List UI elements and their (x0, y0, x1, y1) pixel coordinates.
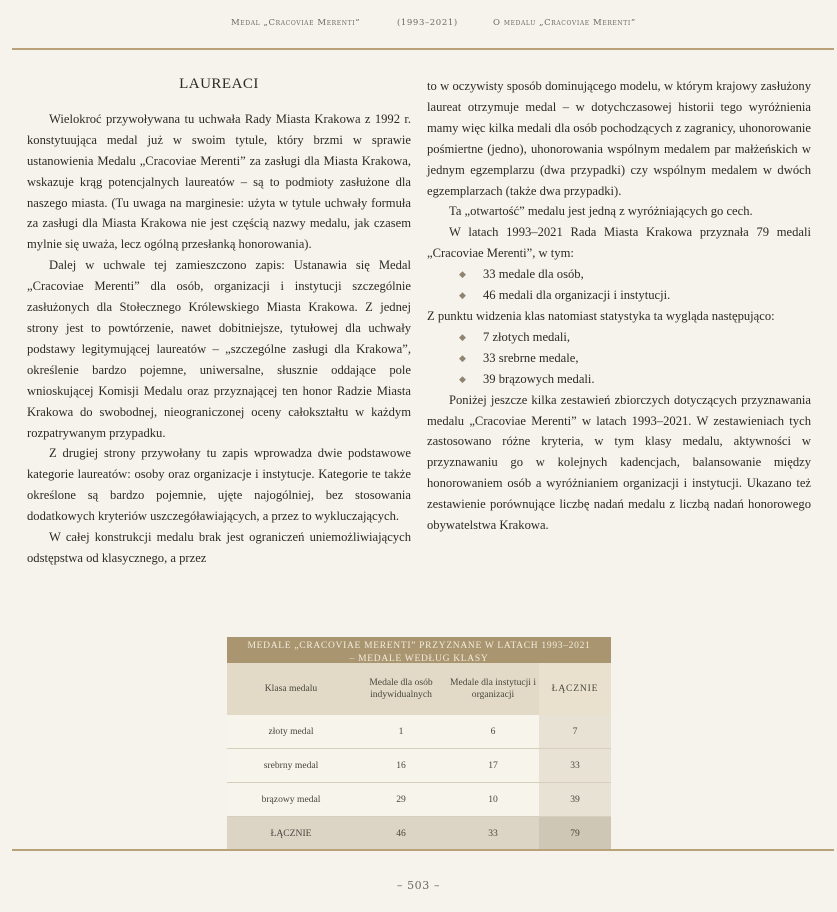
paragraph: Z drugiej strony przywołany tu zapis wprowadza dwie podstawowe kategorie laureatów: osoby oraz organizacje i instytucje. Kategorie te także określone są bardzo pojemnie, ujęte najogólniej, bez stosowania dodatkowych kryteriów uszczegóławiających, a przez to wykluczających. (27, 446, 411, 524)
medals-table (227, 637, 611, 839)
column-header: Medale dla osób indywidualnych (355, 663, 447, 715)
paragraph: Z punktu widzenia klas natomiast statystyka ta wygląda następująco: (427, 308, 775, 323)
bullet-icon: ◆ (459, 352, 466, 363)
header-center: (1993–2021) (397, 18, 458, 28)
list-item (427, 285, 811, 306)
table-cell: 17 (447, 749, 539, 783)
list-item-text: 39 brązowych medali. (483, 371, 595, 386)
list-item (427, 369, 811, 390)
table-title-line: MEDALE „CRACOVIAE MERENTI” PRZYZNANE W LATACH 1993–2021 (247, 641, 591, 651)
header-left: Medal „Cracoviae Merenti” (231, 18, 361, 28)
paragraph: Ta „otwartość” medalu jest jedną z wyróżniających go cech. (449, 204, 753, 219)
paragraph: W latach 1993–2021 Rada Miasta Krakowa przyznała 79 medali „Cracoviae Merenti”, w tym: (427, 225, 811, 261)
list-item-text: 33 medale dla osób, (483, 267, 584, 282)
data-table (227, 663, 611, 850)
table-cell: 1 (355, 715, 447, 749)
table-row (227, 783, 611, 817)
list-item-text: 46 medali dla organizacji i instytucji. (483, 288, 671, 303)
table-cell: ŁĄCZNIE (227, 817, 355, 851)
table-cell: 33 (539, 749, 611, 783)
table-row (227, 749, 611, 783)
left-column (27, 74, 411, 569)
table-title (227, 637, 611, 663)
list-item-text: 7 złotych medali, (483, 329, 571, 344)
table-cell: 39 (539, 783, 611, 817)
list-item-text: 33 srebrne medale, (483, 350, 579, 365)
bottom-rule (12, 849, 834, 851)
table-cell: srebrny medal (227, 749, 355, 783)
page-number: – 503 – (396, 879, 441, 892)
bullet-icon: ◆ (459, 373, 466, 384)
section-heading: LAUREACI (179, 76, 259, 92)
table-cell: 7 (539, 715, 611, 749)
paragraph: Dalej w uchwale tej zamieszczono zapis: Ustanawia się Medal „Cracoviae Merenti” dla osób, organizacji i instytucji szczególnie zasłużonych dla Stołecznego Królewskiego Miasta Krakowa. Z jednej strony jest to powtórzenie, nawet dobitniejsze, tytułowej dla uchwały podstawy legitymującej laureatów – „szczególne zasługi dla Krakowa”, określenie bardzo pojemne, uniwersalne, słusznie oddające pole wnioskującej Komisji Medalu oraz przyznającej ten honor Radzie Miasta Krakowa do swobodnej, nieograniczonej oceny całokształtu w każdym rozpatrywanym przypadku. (27, 258, 411, 440)
table-cell: złoty medal (227, 715, 355, 749)
table-row (227, 715, 611, 749)
list-item (427, 327, 811, 348)
list-item (427, 264, 811, 285)
header-right: O medalu „Cracoviae Merenti” (493, 18, 636, 28)
table-cell: 6 (447, 715, 539, 749)
table-cell: brązowy medal (227, 783, 355, 817)
table-cell: 29 (355, 783, 447, 817)
table-cell: 16 (355, 749, 447, 783)
paragraph: Poniżej jeszcze kilka zestawień zbiorczych dotyczących przyznawania medalu „Cracoviae Merenti” w latach 1993–2021. W zestawieniach tych zastosowano różne kryteria, w tym klasy medalu, aktywności w przyznawaniu go w kolejnych kadencjach, balansowanie między honorowaniem osób a wyróżnianiem organizacji i instytucji. Ukazano też zestawienie porównujące liczbę nadań medalu z liczbą nadań honorowego obywatelstwa Krakowa. (427, 392, 811, 533)
bullet-list (427, 327, 811, 390)
column-header: Medale dla instytucji i organizacji (447, 663, 539, 715)
table-header-row (227, 663, 611, 715)
bullet-icon: ◆ (459, 331, 466, 342)
table-row-total (227, 817, 611, 851)
column-header: Klasa medalu (227, 663, 355, 715)
bullet-icon: ◆ (459, 290, 466, 301)
table-cell: 10 (447, 783, 539, 817)
paragraph: Wielokroć przywoływana tu uchwała Rady Miasta Krakowa z 1992 r. konstytuująca medal już w swoim tytule, który brzmi w sprawie ustanowienia Medalu „Cracoviae Merenti” za zasługi dla Miasta Krakowa, wskazuje krąg potencjalnych laureatów – są to podmioty zasłużone dla naszego miasta. (Tu uwaga na marginesie: użyta w tytule uchwały formuła za zasługi dla Miasta Krakowa nie jest częścią nazwy medalu, jak czasem mylnie się uważa, lecz ogólną przesłanką honorowania). (27, 111, 411, 252)
paragraph: to w oczywisty sposób dominującego modelu, w którym krajowy zasłużony laureat otrzymuje medal – w dotychczasowej historii tego wyróżnienia mamy więc kilka medali dla osób pochodzących z zagranicy, uhonorowanie pośmiertne (jedno), uhonorowania wspólnym medalem par małżeńskich w jednym egzemplarzu (dwa przypadki) czy wspólnym medalem w dwóch egzemplarzach (także dwa przypadki). (427, 79, 811, 198)
paragraph: W całej konstrukcji medalu brak jest ograniczeń uniemożliwiających odstępstwa od klasycznego, a przez (27, 530, 411, 565)
column-header: ŁĄCZNIE (539, 663, 611, 715)
running-header (0, 14, 837, 30)
list-item (427, 348, 811, 369)
table-cell: 33 (447, 817, 539, 851)
table-title-line: – MEDALE WEDŁUG KLASY (349, 654, 489, 664)
top-rule (12, 48, 834, 50)
right-column (427, 76, 811, 536)
table-cell: 79 (539, 817, 611, 851)
bullet-icon: ◆ (459, 269, 466, 280)
bullet-list (427, 264, 811, 306)
table-cell: 46 (355, 817, 447, 851)
